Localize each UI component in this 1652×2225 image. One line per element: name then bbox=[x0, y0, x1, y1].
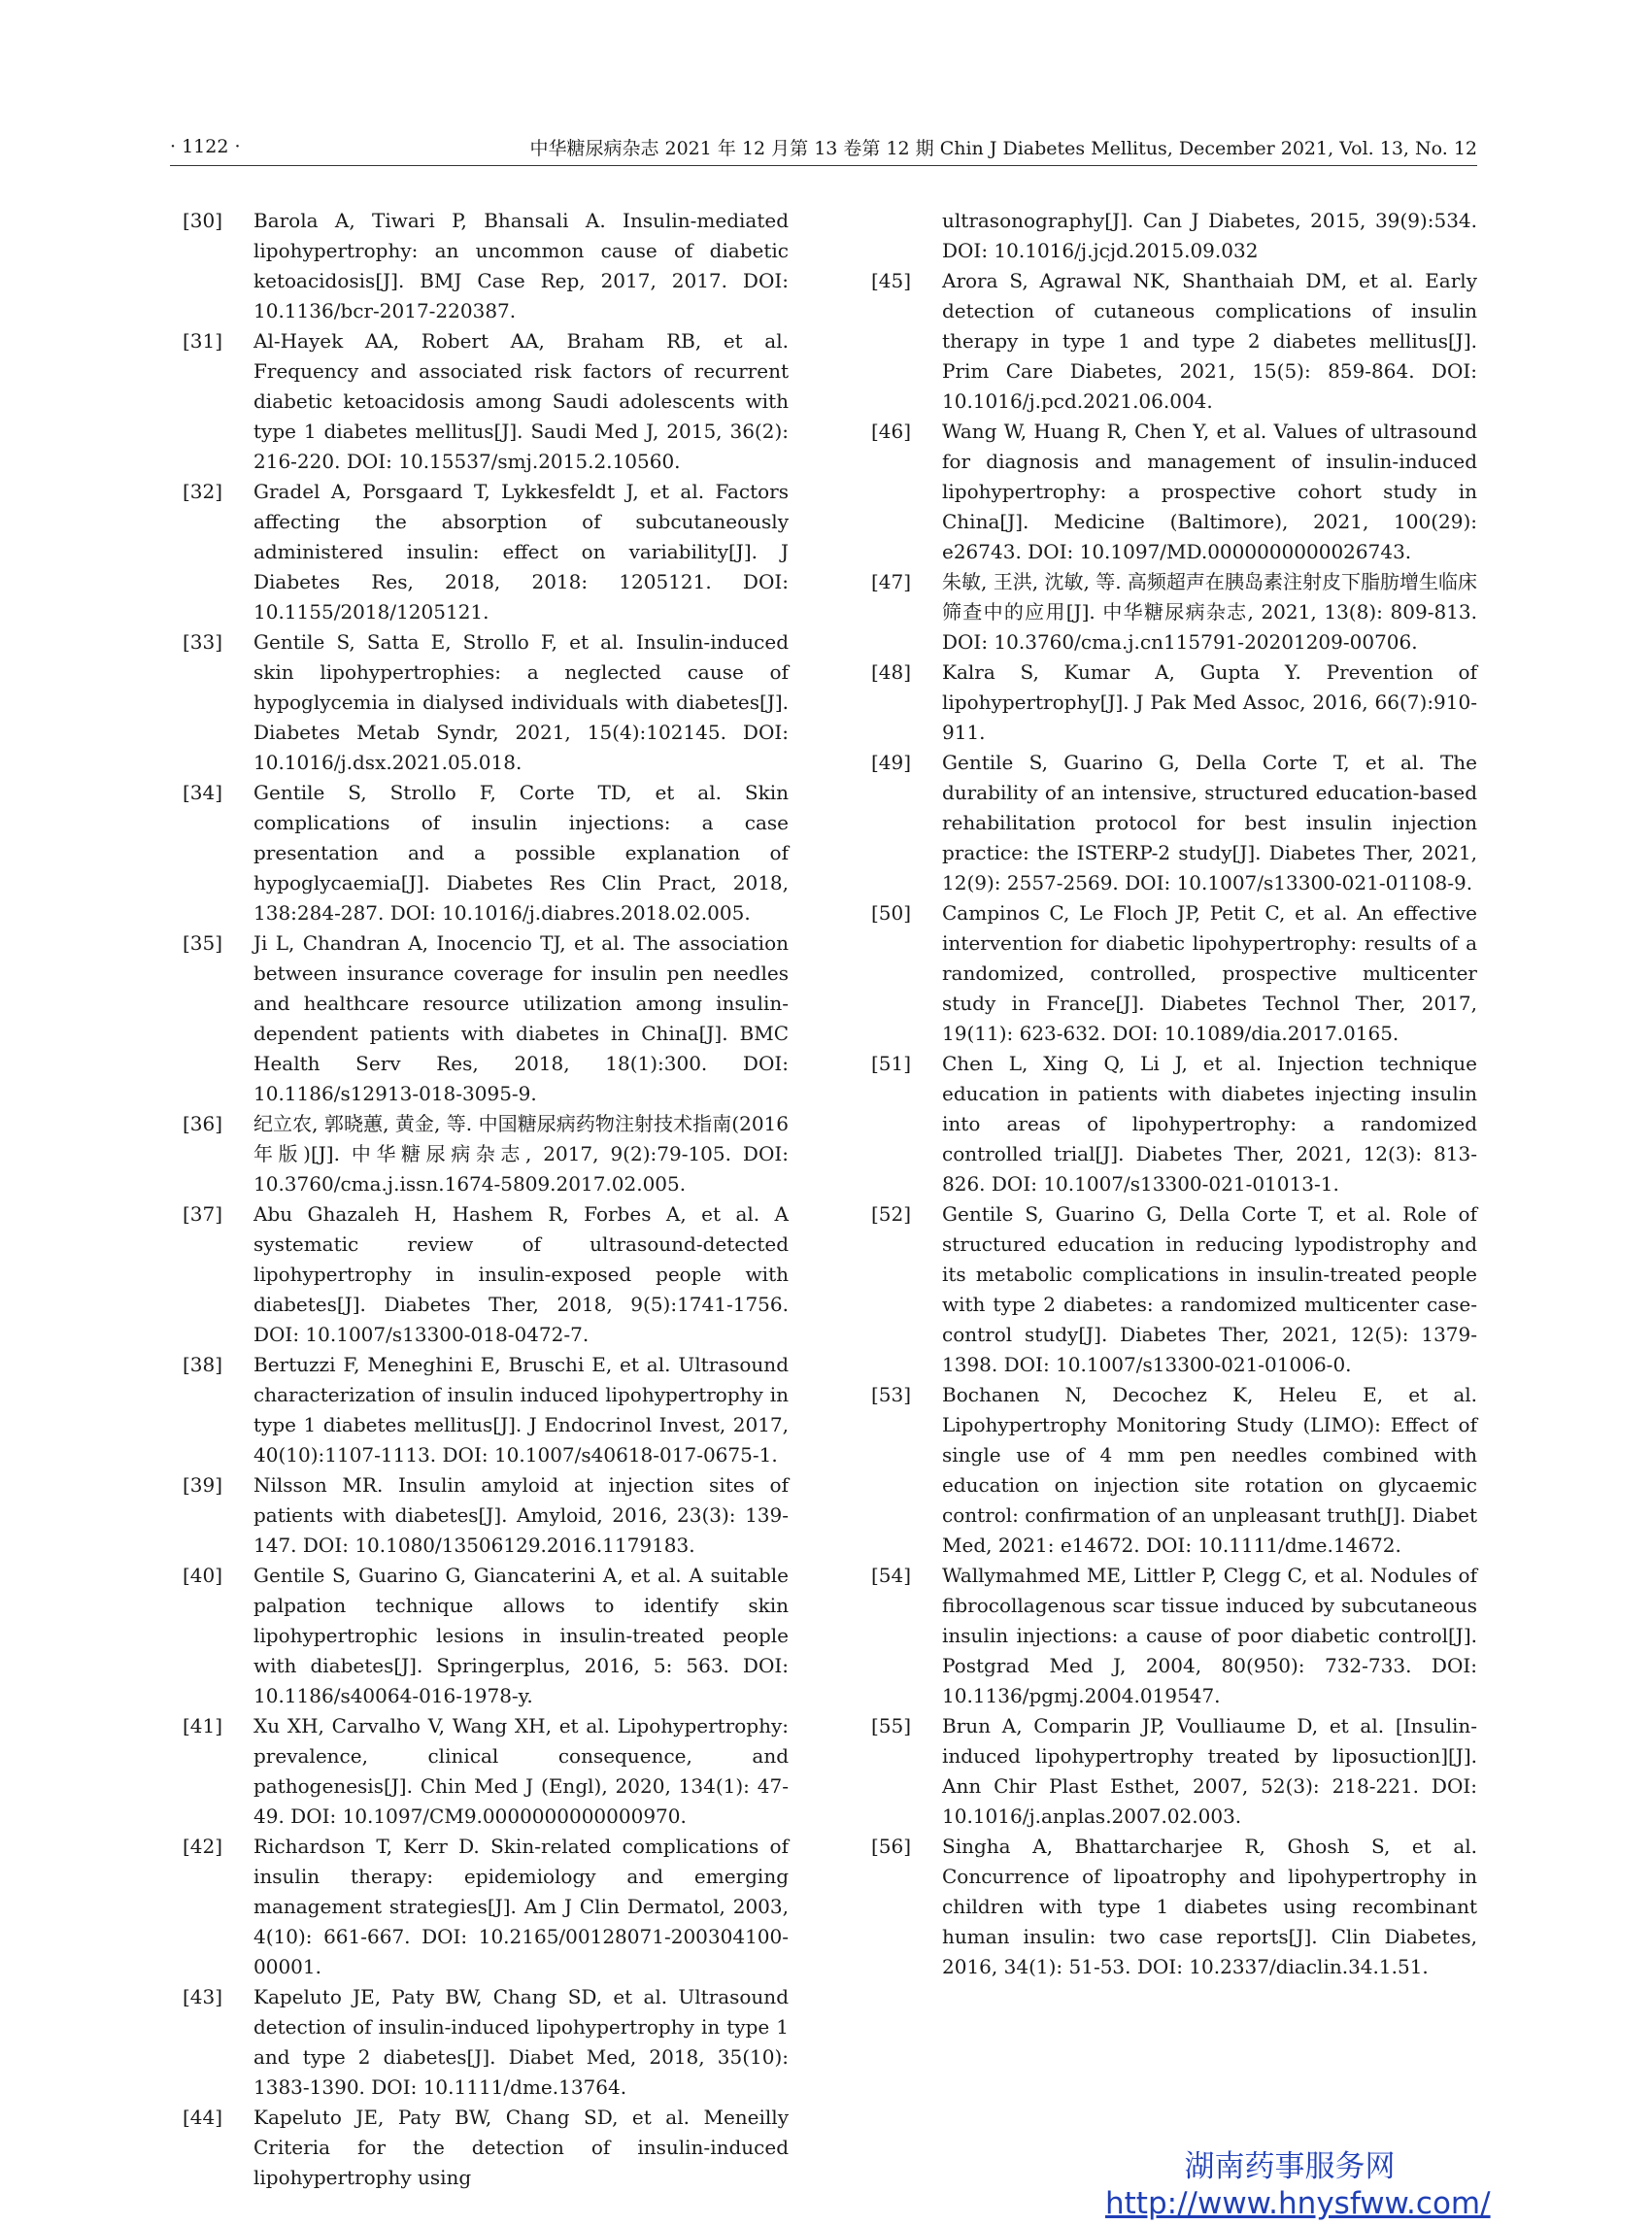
reference-text: 纪立农, 郭晓蕙, 黄金, 等. 中国糖尿病药物注射技术指南(2016 年版)[J]. 中华糖尿病杂志, 2017, 9(2):79-105. DOI: 10.3760/cma.j.issn.1674-5809.2017.02.005. bbox=[253, 1112, 789, 1196]
reference-column-right bbox=[871, 206, 1477, 1982]
reference-item bbox=[183, 1832, 789, 1982]
reference-item bbox=[871, 1832, 1477, 1982]
reference-text: Chen L, Xing Q, Li J, et al. Injection technique education in patients with diabetes injecting insulin into areas of lipohypertrophy: a randomized controlled trial[J]. Diabetes Ther, 2021, 12(3): 813-826. DOI: 10.1007/s13300-021-01013-1. bbox=[942, 1052, 1477, 1196]
journal-citation: 中华糖尿病杂志 2021 年 12 月第 13 卷第 12 期 Chin J Diabetes Mellitus, December 2021, Vol. 13, No. 12 bbox=[529, 138, 1477, 159]
reference-text: Gradel A, Porsgaard T, Lykkesfeldt J, et al. Factors affecting the absorption of subcutaneously administered insulin: effect on variability[J]. J Diabetes Res, 2018, 2018: 1205121. DOI: 10.1155/2018/1205121. bbox=[253, 480, 789, 624]
reference-number: [36] bbox=[183, 1112, 223, 1135]
reference-text: Wang W, Huang R, Chen Y, et al. Values of ultrasound for diagnosis and management of insulin-induced lipohypertrophy: a prospective cohort study in China[J]. Medicine (Baltimore), 2021, 100(29): e26743. DOI: 10.1097/MD.0000000000026743. bbox=[942, 420, 1477, 563]
reference-text: ultrasonography[J]. Can J Diabetes, 2015, 39(9):534. DOI: 10.1016/j.jcjd.2015.09.032 bbox=[942, 209, 1477, 262]
reference-text: Nilsson MR. Insulin amyloid at injection sites of patients with diabetes[J]. Amyloid, 2016, 23(3): 139-147. DOI: 10.1080/13506129.2016.1179183. bbox=[253, 1473, 789, 1557]
reference-text: Al-Hayek AA, Robert AA, Braham RB, et al. Frequency and associated risk factors of recurrent diabetic ketoacidosis among Saudi adolescents with type 1 diabetes mellitus[J]. Saudi Med J, 2015, 36(2): 216-220. DOI: 10.15537/smj.2015.2.10560. bbox=[253, 329, 789, 473]
reference-number: [46] bbox=[871, 420, 912, 443]
reference-number: [48] bbox=[871, 660, 912, 684]
reference-item bbox=[871, 1380, 1477, 1561]
reference-text: 朱敏, 王洪, 沈敏, 等. 高频超声在胰岛素注射皮下脂肪增生临床筛查中的应用[J]. 中华糖尿病杂志, 2021, 13(8): 809-813. DOI: 10.3760/cma.j.cn115791-20201209-00706. bbox=[942, 570, 1477, 654]
reference-item bbox=[871, 898, 1477, 1049]
reference-text: Richardson T, Kerr D. Skin-related complications of insulin therapy: epidemiology and emerging management strategies[J]. Am J Clin Dermatol, 2003, 4(10): 661-667. DOI: 10.2165/00128071-200304100-00001. bbox=[253, 1835, 789, 1978]
reference-item bbox=[183, 1109, 789, 1199]
reference-item bbox=[871, 1561, 1477, 1711]
reference-item bbox=[183, 206, 789, 326]
reference-number: [43] bbox=[183, 1985, 223, 2008]
reference-item bbox=[871, 1711, 1477, 1832]
reference-number: [40] bbox=[183, 1564, 223, 1587]
reference-number: [39] bbox=[183, 1473, 223, 1497]
reference-item bbox=[183, 2103, 789, 2193]
reference-number: [44] bbox=[183, 2106, 223, 2129]
reference-number: [55] bbox=[871, 1714, 912, 1737]
reference-item bbox=[871, 567, 1477, 657]
watermark-url[interactable]: http://www.hnysfww.com/ bbox=[1105, 2186, 1491, 2221]
reference-number: [34] bbox=[183, 781, 223, 804]
reference-text: Kapeluto JE, Paty BW, Chang SD, et al. Ultrasound detection of insulin-induced lipohypertrophy in type 1 and type 2 diabetes[J]. Diabet Med, 2018, 35(10): 1383-1390. DOI: 10.1111/dme.13764. bbox=[253, 1985, 789, 2099]
reference-text: Barola A, Tiwari P, Bhansali A. Insulin-mediated lipohypertrophy: an uncommon cause of diabetic ketoacidosis[J]. BMJ Case Rep, 2017, 2017. DOI: 10.1136/bcr-2017-220387. bbox=[253, 209, 789, 322]
reference-text: Abu Ghazaleh H, Hashem R, Forbes A, et al. A systematic review of ultrasound-detected lipohypertrophy in insulin-exposed people with diabetes[J]. Diabetes Ther, 2018, 9(5):1741-1756. DOI: 10.1007/s13300-018-0472-7. bbox=[253, 1202, 789, 1346]
reference-number: [47] bbox=[871, 570, 912, 593]
reference-item bbox=[183, 778, 789, 928]
reference-number: [45] bbox=[871, 269, 912, 292]
reference-item bbox=[871, 748, 1477, 898]
reference-number: [49] bbox=[871, 751, 912, 774]
reference-text: Gentile S, Guarino G, Della Corte T, et al. Role of structured education in reducing lypodistrophy and its metabolic complications in insulin-treated people with type 2 diabetes: a randomized multicenter case-control study[J]. Diabetes Ther, 2021, 12(5): 1379-1398. DOI: 10.1007/s13300-021-01006-0. bbox=[942, 1202, 1477, 1376]
reference-text: Campinos C, Le Floch JP, Petit C, et al. An effective intervention for diabetic lipohypertrophy: results of a randomized, controlled, prospective multicenter study in France[J]. Diabetes Technol Ther, 2017, 19(11): 623-632. DOI: 10.1089/dia.2017.0165. bbox=[942, 901, 1477, 1045]
reference-item bbox=[183, 1350, 789, 1470]
reference-number: [35] bbox=[183, 931, 223, 955]
reference-number: [30] bbox=[183, 209, 223, 232]
reference-item bbox=[183, 1711, 789, 1832]
reference-text: Kapeluto JE, Paty BW, Chang SD, et al. Meneilly Criteria for the detection of insulin-induced lipohypertrophy using bbox=[253, 2106, 789, 2189]
reference-column-left bbox=[183, 206, 789, 2193]
reference-number: [37] bbox=[183, 1202, 223, 1226]
reference-text: Xu XH, Carvalho V, Wang XH, et al. Lipohypertrophy: prevalence, clinical consequence, and pathogenesis[J]. Chin Med J (Engl), 2020, 134(1): 47-49. DOI: 10.1097/CM9.0000000000000970. bbox=[253, 1714, 789, 1828]
reference-number: [38] bbox=[183, 1353, 223, 1376]
reference-number: [53] bbox=[871, 1383, 912, 1406]
running-header bbox=[170, 132, 1477, 166]
reference-item bbox=[183, 477, 789, 627]
reference-number: [33] bbox=[183, 630, 223, 654]
reference-item bbox=[183, 928, 789, 1109]
reference-number: [56] bbox=[871, 1835, 912, 1858]
reference-text: Arora S, Agrawal NK, Shanthaiah DM, et al. Early detection of cutaneous complications of insulin therapy in type 1 and type 2 diabetes mellitus[J]. Prim Care Diabetes, 2021, 15(5): 859-864. DOI: 10.1016/j.pcd.2021.06.004. bbox=[942, 269, 1477, 413]
reference-text: Gentile S, Guarino G, Della Corte T, et al. The durability of an intensive, structured education-based rehabilitation protocol for best insulin injection practice: the ISTERP-2 study[J]. Diabetes Ther, 2021, 12(9): 2557-2569. DOI: 10.1007/s13300-021-01108-9. bbox=[942, 751, 1477, 894]
reference-continuation bbox=[871, 206, 1477, 266]
reference-text: Bertuzzi F, Meneghini E, Bruschi E, et al. Ultrasound characterization of insulin induced lipohypertrophy in type 1 diabetes mellitus[J]. J Endocrinol Invest, 2017, 40(10):1107-1113. DOI: 10.1007/s40618-017-0675-1. bbox=[253, 1353, 789, 1466]
reference-number: [41] bbox=[183, 1714, 223, 1737]
watermark bbox=[1105, 2148, 1491, 2222]
reference-item bbox=[183, 1470, 789, 1561]
reference-text: Gentile S, Strollo F, Corte TD, et al. Skin complications of insulin injections: a case presentation and a possible explanation of hypoglycaemia[J]. Diabetes Res Clin Pract, 2018, 138:284-287. DOI: 10.1016/j.diabres.2018.02.005. bbox=[253, 781, 789, 925]
reference-item bbox=[183, 1561, 789, 1711]
reference-item bbox=[183, 326, 789, 477]
reference-text: Bochanen N, Decochez K, Heleu E, et al. Lipohypertrophy Monitoring Study (LIMO): Effect of single use of 4 mm pen needles combined with education on injection site rotation on glycaemic control: confirmation of an unpleasant truth[J]. Diabet Med, 2021: e14672. DOI: 10.1111/dme.14672. bbox=[942, 1383, 1477, 1557]
reference-item bbox=[183, 1199, 789, 1350]
reference-number: [52] bbox=[871, 1202, 912, 1226]
reference-item bbox=[871, 657, 1477, 748]
reference-text: Brun A, Comparin JP, Voulliaume D, et al. [Insulin-induced lipohypertrophy treated by liposuction][J]. Ann Chir Plast Esthet, 2007, 52(3): 218-221. DOI: 10.1016/j.anplas.2007.02.003. bbox=[942, 1714, 1477, 1828]
reference-text: Gentile S, Guarino G, Giancaterini A, et al. A suitable palpation technique allows to identify skin lipohypertrophic lesions in insulin-treated people with diabetes[J]. Springerplus, 2016, 5: 563. DOI: 10.1186/s40064-016-1978-y. bbox=[253, 1564, 789, 1707]
reference-item bbox=[183, 1982, 789, 2103]
reference-number: [42] bbox=[183, 1835, 223, 1858]
reference-item bbox=[871, 1049, 1477, 1199]
reference-number: [54] bbox=[871, 1564, 912, 1587]
reference-number: [31] bbox=[183, 329, 223, 353]
reference-item bbox=[871, 266, 1477, 417]
reference-number: [51] bbox=[871, 1052, 912, 1075]
reference-item bbox=[871, 1199, 1477, 1380]
reference-item bbox=[183, 627, 789, 778]
reference-text: Kalra S, Kumar A, Gupta Y. Prevention of lipohypertrophy[J]. J Pak Med Assoc, 2016, 66(7):910-911. bbox=[942, 660, 1477, 744]
reference-text: Gentile S, Satta E, Strollo F, et al. Insulin-induced skin lipohypertrophies: a neglected cause of hypoglycemia in dialysed individuals with diabetes[J]. Diabetes Metab Syndr, 2021, 15(4):102145. DOI: 10.1016/j.dsx.2021.05.018. bbox=[253, 630, 789, 774]
page-number: · 1122 · bbox=[170, 136, 241, 157]
watermark-name: 湖南药事服务网 bbox=[1184, 2149, 1396, 2184]
reference-number: [32] bbox=[183, 480, 223, 503]
reference-item bbox=[871, 417, 1477, 567]
reference-number: [50] bbox=[871, 901, 912, 925]
reference-text: Wallymahmed ME, Littler P, Clegg C, et al. Nodules of fibrocollagenous scar tissue induced by subcutaneous insulin injections: a cause of poor diabetic control[J]. Postgrad Med J, 2004, 80(950): 732-733. DOI: 10.1136/pgmj.2004.019547. bbox=[942, 1564, 1477, 1707]
reference-text: Singha A, Bhattarcharjee R, Ghosh S, et al. Concurrence of lipoatrophy and lipohypertrophy in children with type 1 diabetes using recombinant human insulin: two case reports[J]. Clin Diabetes, 2016, 34(1): 51-53. DOI: 10.2337/diaclin.34.1.51. bbox=[942, 1835, 1477, 1978]
reference-text: Ji L, Chandran A, Inocencio TJ, et al. The association between insurance coverage for insulin pen needles and healthcare resource utilization among insulin-dependent patients with diabetes in China[J]. BMC Health Serv Res, 2018, 18(1):300. DOI: 10.1186/s12913-018-3095-9. bbox=[253, 931, 789, 1105]
